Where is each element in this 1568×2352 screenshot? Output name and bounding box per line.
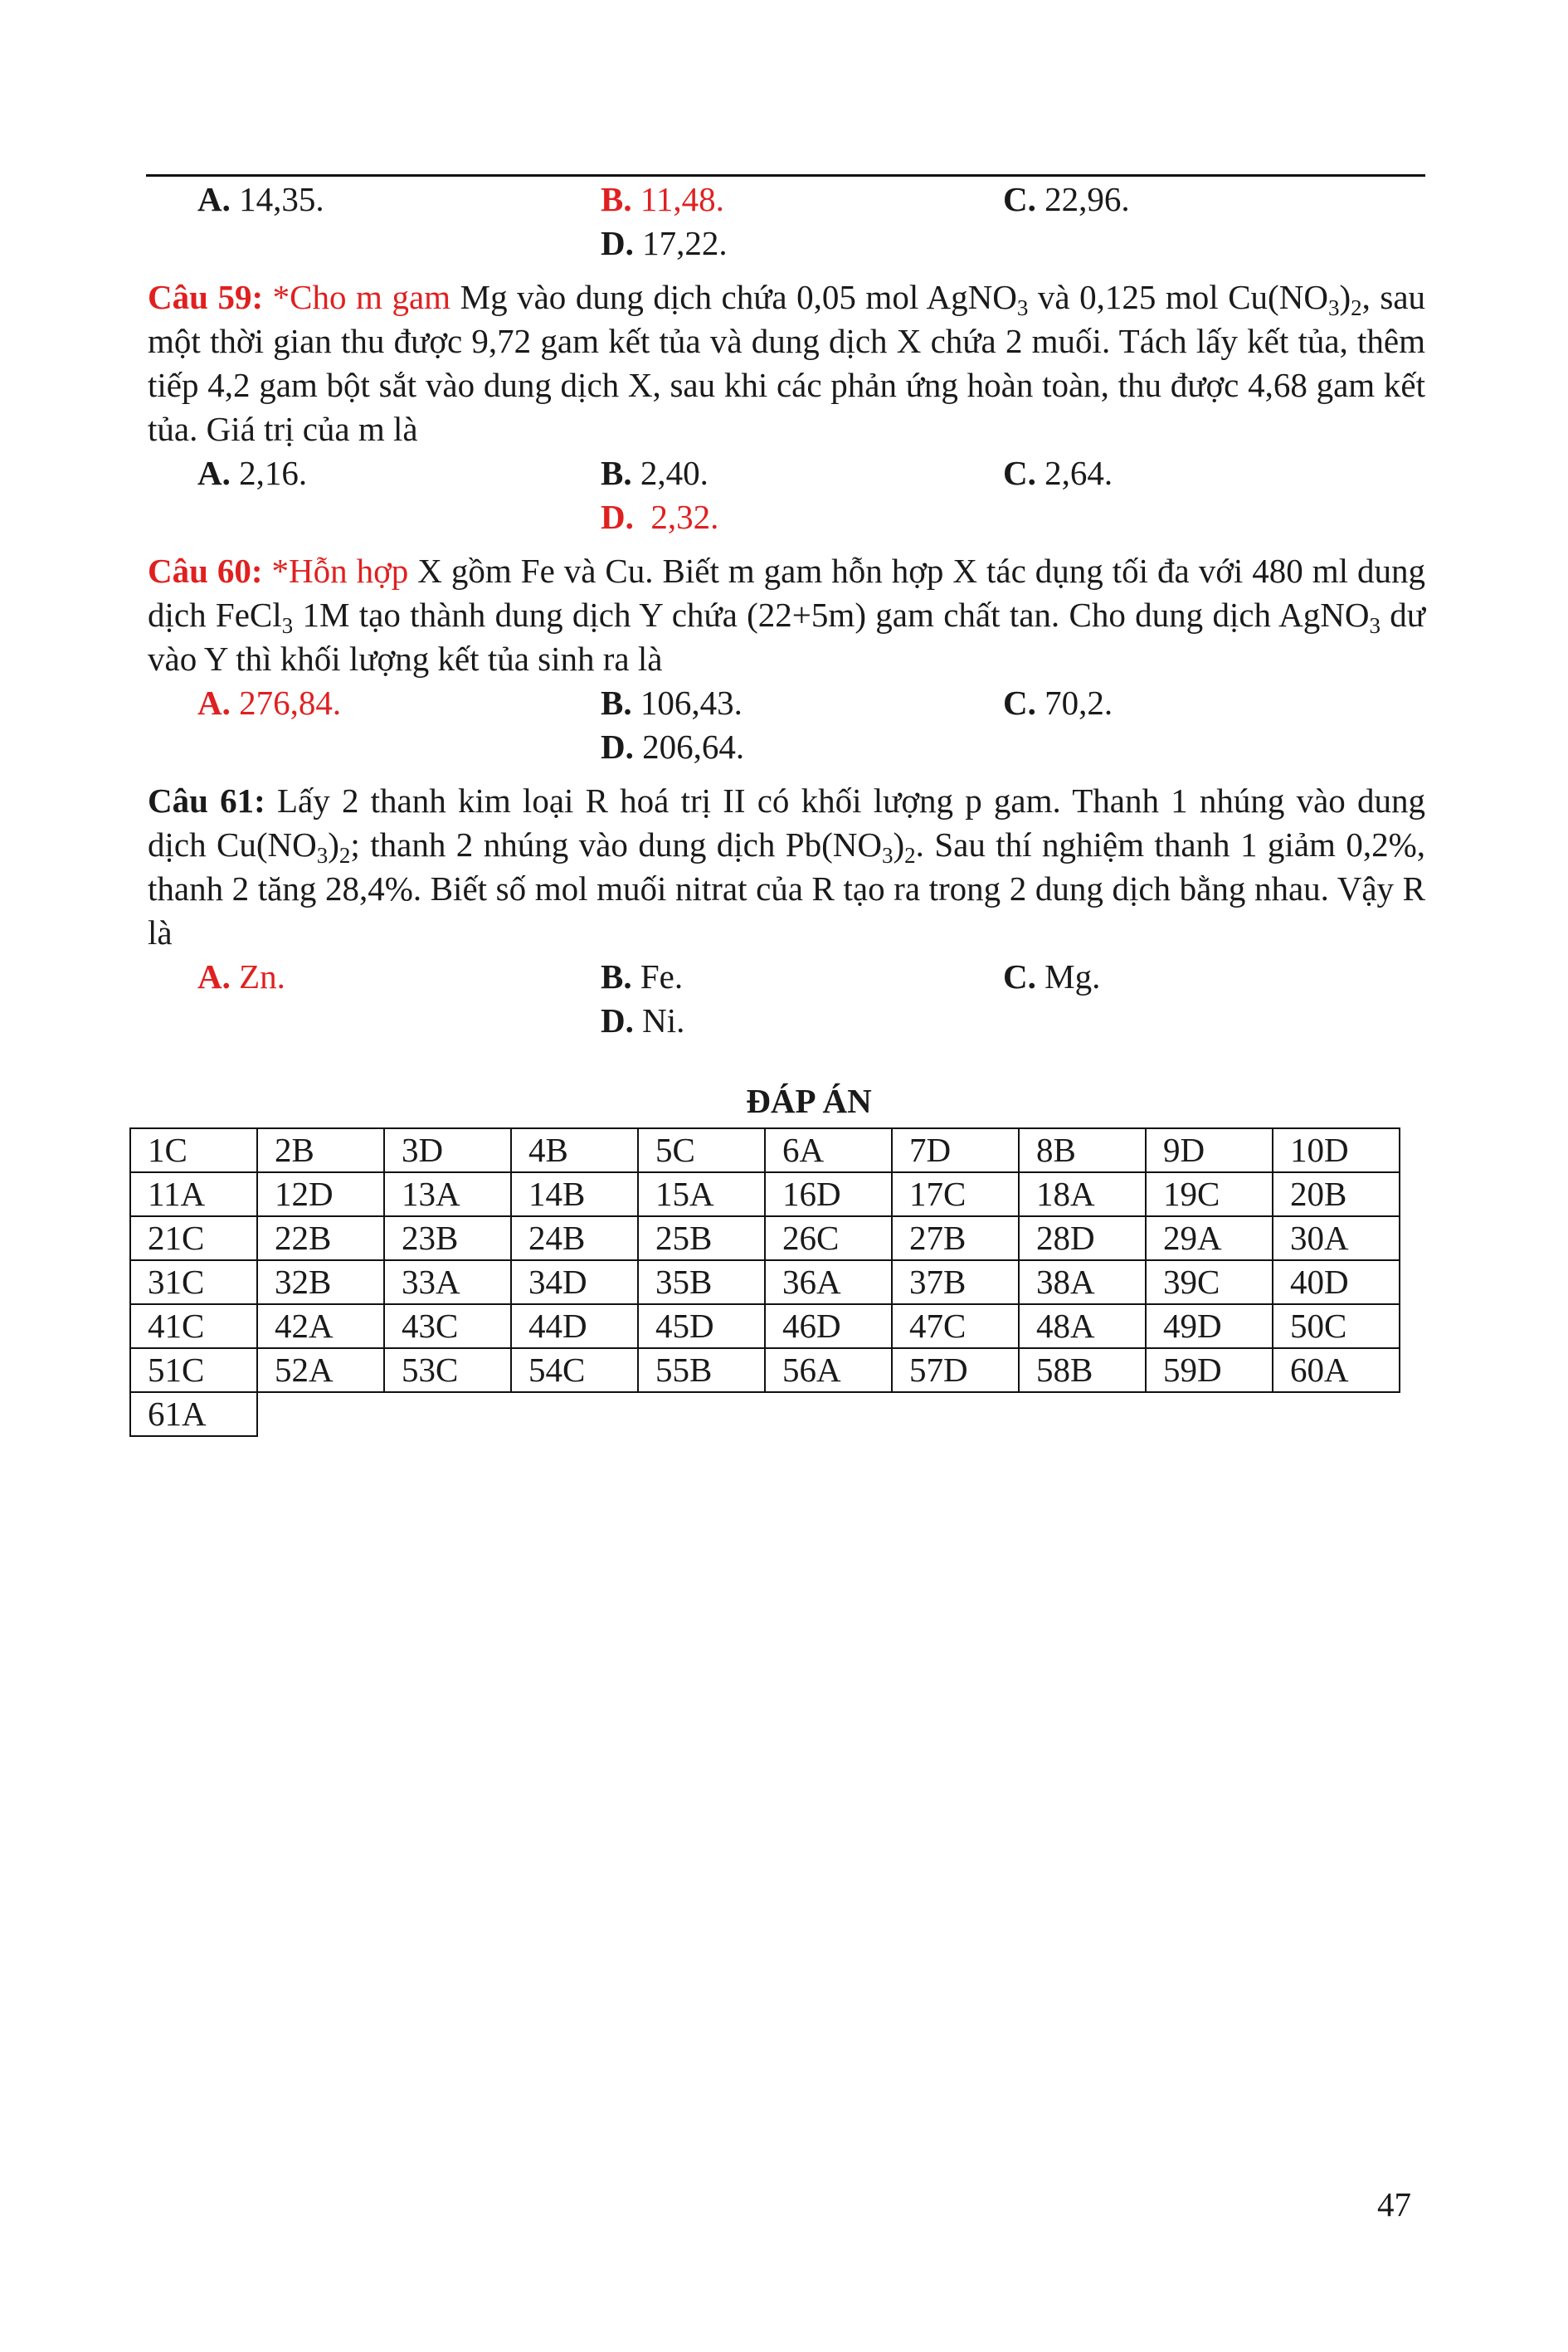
answer-cell: 38A <box>1019 1260 1146 1304</box>
answer-cell: 57D <box>892 1348 1019 1392</box>
answer-cell: 44D <box>511 1304 638 1348</box>
answer-cell: 48A <box>1019 1304 1146 1348</box>
answer-cell: 36A <box>765 1260 892 1304</box>
page-number: 47 <box>1377 2185 1411 2223</box>
answer-cell: 23B <box>384 1216 511 1260</box>
answer-cell: 42A <box>257 1304 384 1348</box>
q58-option-b: B. 11,48. <box>601 180 724 218</box>
answer-cell: 22B <box>257 1216 384 1260</box>
answer-row <box>130 1128 1400 1172</box>
answer-row <box>130 1260 1400 1304</box>
answer-cell: 19C <box>1146 1172 1273 1216</box>
answer-cell-empty <box>1019 1392 1146 1436</box>
answer-cell: 55B <box>638 1348 765 1392</box>
answer-cell: 9D <box>1146 1128 1273 1172</box>
answer-cell-empty <box>1146 1392 1273 1436</box>
answer-cell: 16D <box>765 1172 892 1216</box>
answer-cell-empty <box>384 1392 511 1436</box>
answer-cell: 45D <box>638 1304 765 1348</box>
question-60: Câu 60: *Hỗn hợp X gồm Fe và Cu. Biết m gam hỗn hợp X tác dụng tối đa với 480 ml dung dịch FeCl$_3$ 1M tạo thành dung dịch Y chứa (22+5m) gam chất tan. Cho dung dịch AgNO$_3$ dư vào Y thì khối lượng kết tủa sinh ra là <box>148 552 1426 678</box>
header-rule <box>146 174 1425 177</box>
answer-cell: 39C <box>1146 1260 1273 1304</box>
answer-cell: 17C <box>892 1172 1019 1216</box>
answer-cell: 5C <box>638 1128 765 1172</box>
q60-option-b: B. 106,43. <box>601 684 743 722</box>
q59-option-c: C. 2,64. <box>1003 454 1113 492</box>
question-59: Câu 59: *Cho m gam Mg vào dung dịch chứa 0,05 mol AgNO$_3$ và 0,125 mol $Cu(NO_3)_2$, sau một thời gian thu được 9,72 gam kết tủa và dung dịch X chứa 2 muối. Tách lấy kết tủa, thêm tiếp 4,2 gam bột sắt vào dung dịch X, sau khi các phản ứng hoàn toàn, thu được 4,68 gam kết tủa. Giá trị của m là <box>148 278 1426 448</box>
q60-option-d: D. 206,64. <box>601 728 745 766</box>
answer-cell: 35B <box>638 1260 765 1304</box>
answer-cell: 2B <box>257 1128 384 1172</box>
q58-option-a: A. 14,35. <box>197 180 324 218</box>
answer-cell-empty <box>892 1392 1019 1436</box>
answer-cell: 3D <box>384 1128 511 1172</box>
answer-cell: 54C <box>511 1348 638 1392</box>
answer-cell: 56A <box>765 1348 892 1392</box>
answer-cell: 4B <box>511 1128 638 1172</box>
answer-row <box>130 1216 1400 1260</box>
answer-cell: 24B <box>511 1216 638 1260</box>
question-61: Câu 61: Lấy 2 thanh kim loại R hoá trị II có khối lượng p gam. Thanh 1 nhúng vào dung dịch $Cu(NO_3)_2$; thanh 2 nhúng vào dung dịch $Pb(NO_3)_2$. Sau thí nghiệm thanh 1 giảm 0,2%, thanh 2 tăng 28,4%. Biết số mol muối nitrat của R tạo ra trong 2 dung dịch bằng nhau. Vậy R là <box>148 782 1425 952</box>
q58-option-c: C. 22,96. <box>1003 180 1130 218</box>
answer-cell: 10D <box>1273 1128 1400 1172</box>
answer-cell: 11A <box>130 1172 257 1216</box>
q58-option-d: D. 17,22. <box>601 224 728 262</box>
q61-option-d: D. Ni. <box>601 1001 685 1040</box>
answer-cell: 6A <box>765 1128 892 1172</box>
answer-cell: 52A <box>257 1348 384 1392</box>
answer-cell: 41C <box>130 1304 257 1348</box>
answer-row <box>130 1392 1400 1436</box>
answer-cell: 13A <box>384 1172 511 1216</box>
q60-option-c: C. 70,2. <box>1003 684 1113 722</box>
answer-cell-empty <box>765 1392 892 1436</box>
answer-cell: 12D <box>257 1172 384 1216</box>
answer-cell: 15A <box>638 1172 765 1216</box>
q59-option-a: A. 2,16. <box>197 454 308 492</box>
answer-cell: 37B <box>892 1260 1019 1304</box>
answer-cell: 60A <box>1273 1348 1400 1392</box>
answer-cell: 40D <box>1273 1260 1400 1304</box>
question-61-label: Câu 61: <box>148 782 265 820</box>
answer-cell: 25B <box>638 1216 765 1260</box>
answer-cell: 21C <box>130 1216 257 1260</box>
q61-option-b: B. Fe. <box>601 957 684 996</box>
answer-cell-empty <box>638 1392 765 1436</box>
answer-cell: 59D <box>1146 1348 1273 1392</box>
answer-cell-empty <box>257 1392 384 1436</box>
answer-row <box>130 1348 1400 1392</box>
q59-option-d: D. 2,32. <box>601 498 719 536</box>
answer-cell: 53C <box>384 1348 511 1392</box>
answer-cell: 27B <box>892 1216 1019 1260</box>
question-59-label: Câu 59: <box>148 278 264 316</box>
answer-cell: 14B <box>511 1172 638 1216</box>
answer-cell: 49D <box>1146 1304 1273 1348</box>
answer-cell: 7D <box>892 1128 1019 1172</box>
answer-cell: 29A <box>1146 1216 1273 1260</box>
answer-cell: 47C <box>892 1304 1019 1348</box>
answer-key-table <box>129 1127 1400 1437</box>
answer-cell: 51C <box>130 1348 257 1392</box>
answer-cell-empty <box>511 1392 638 1436</box>
answer-cell: 46D <box>765 1304 892 1348</box>
answer-cell: 20B <box>1273 1172 1400 1216</box>
q61-option-c: C. Mg. <box>1003 957 1101 996</box>
answer-cell: 18A <box>1019 1172 1146 1216</box>
answer-row <box>130 1304 1400 1348</box>
answer-cell: 34D <box>511 1260 638 1304</box>
answer-row <box>130 1172 1400 1216</box>
answer-cell: 31C <box>130 1260 257 1304</box>
answer-key-title: ĐÁP ÁN <box>746 1082 872 1120</box>
answer-cell: 32B <box>257 1260 384 1304</box>
answer-cell: 43C <box>384 1304 511 1348</box>
answer-cell: 61A <box>130 1392 257 1436</box>
answer-cell: 26C <box>765 1216 892 1260</box>
question-60-label: Câu 60: <box>148 552 263 590</box>
answer-cell: 33A <box>384 1260 511 1304</box>
answer-cell: 8B <box>1019 1128 1146 1172</box>
answer-cell: 28D <box>1019 1216 1146 1260</box>
q59-option-b: B. 2,40. <box>601 454 709 492</box>
answer-cell: 58B <box>1019 1348 1146 1392</box>
q61-option-a: A. Zn. <box>197 957 285 996</box>
q60-option-a: A. 276,84. <box>197 684 342 722</box>
answer-cell: 50C <box>1273 1304 1400 1348</box>
answer-cell-empty <box>1273 1392 1400 1436</box>
answer-cell: 30A <box>1273 1216 1400 1260</box>
answer-cell: 1C <box>130 1128 257 1172</box>
